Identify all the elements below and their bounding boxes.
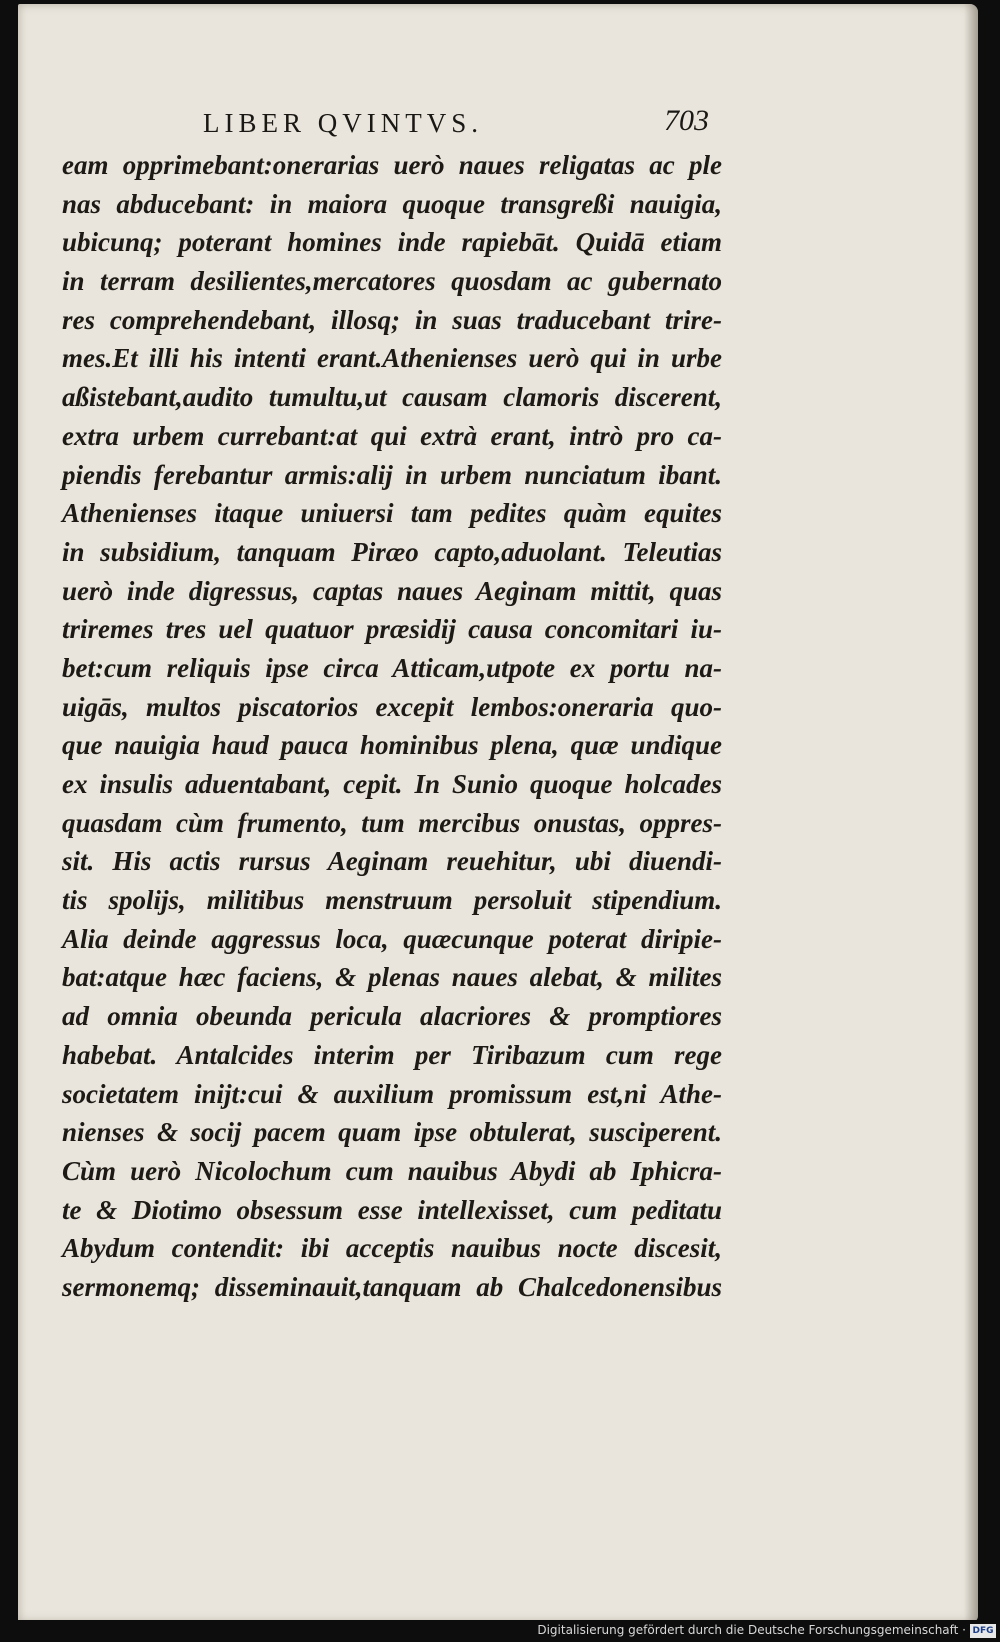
- text-line: sit. His actis rursus Aeginam reuehitur, ubi diuendi-: [62, 846, 722, 877]
- text-line: bet:cum reliquis ipse circa Atticam,utpote ex portu na-: [62, 652, 722, 683]
- text-line: ex insulis aduentabant, cepit. In Sunio quoque holcades: [62, 769, 722, 799]
- text-line: res comprehendebant, illosq; in suas traducebant trire-: [62, 304, 722, 335]
- text-line: uerò inde digressus, captas naues Aeginam mittit, quas: [62, 575, 722, 606]
- body-text: [62, 146, 722, 1307]
- text-line: aßistebant,audito tumultu,ut causam clamoris discerent,: [62, 382, 722, 413]
- text-line: mes.Et illi his intenti erant.Athenienses uerò qui in urbe: [62, 343, 722, 374]
- text-line: nas abducebant: in maiora quoque transgreßi nauigia,: [62, 188, 722, 219]
- text-line: in terram desilientes,mercatores quosdam ac gubernato: [62, 266, 722, 297]
- footer-credit: Digitalisierung gefördert durch die Deutsche Forschungsgemeinschaft ·: [537, 1623, 966, 1637]
- text-line: nienses & socij pacem quam ipse obtulerat, susciperent.: [62, 1117, 722, 1148]
- text-line: quasdam cùm frumento, tum mercibus onustas, oppres-: [62, 807, 722, 838]
- text-line: habebat. Antalcides interim per Tiribazum cum rege: [62, 1039, 722, 1070]
- text-line: Abydum contendit: ibi acceptis nauibus nocte discesit,: [62, 1233, 722, 1264]
- page-number: 703: [664, 104, 709, 137]
- dfg-logo: DFG: [970, 1624, 996, 1638]
- text-line: te & Diotimo obsessum esse intellexisset, cum peditatu: [62, 1194, 722, 1225]
- text-line: ubicunq; poterant homines inde rapiebāt. Quidā etiam: [62, 227, 722, 258]
- text-line: piendis ferebantur armis:alij in urbem nunciatum ibant.: [62, 459, 722, 490]
- running-head: LIBER QVINTVS.: [203, 108, 483, 138]
- text-line: societatem inijt:cui & auxilium promissum est,ni Athe-: [62, 1078, 722, 1109]
- text-line: ad omnia obeunda pericula alacriores & promptiores: [62, 1001, 722, 1032]
- text-line: Cùm uerò Nicolochum cum nauibus Abydi ab Iphicra-: [62, 1155, 722, 1186]
- text-line: in subsidium, tanquam Piræo capto,aduolant. Teleutias: [62, 536, 722, 567]
- text-line: Alia deinde aggressus loca, quæcunque poterat diripie-: [62, 923, 722, 954]
- text-line: Athenienses itaque uniuersi tam pedites quàm equites: [62, 498, 722, 529]
- text-line: triremes tres uel quatuor præsidij causa concomitari iu-: [62, 614, 722, 645]
- footer-bar: [0, 1620, 1000, 1642]
- text-line: tis spolijs, militibus menstruum persoluit stipendium.: [62, 885, 722, 916]
- page-header: [18, 104, 978, 144]
- text-line: extra urbem currebant:at qui extrà erant, intrò pro ca-: [62, 420, 722, 451]
- text-line: sermonemq; disseminauit,tanquam ab Chalcedonensibus: [62, 1271, 722, 1302]
- text-line: uigās, multos piscatorios excepit lembos:oneraria quo-: [62, 691, 722, 722]
- book-page: [18, 4, 978, 1622]
- text-line: bat:atque hæc faciens, & plenas naues alebat, & milites: [62, 962, 722, 993]
- text-line: que nauigia haud pauca hominibus plena, quæ undique: [62, 730, 722, 761]
- text-line: eam opprimebant:onerarias uerò naues religatas ac ple: [62, 150, 722, 180]
